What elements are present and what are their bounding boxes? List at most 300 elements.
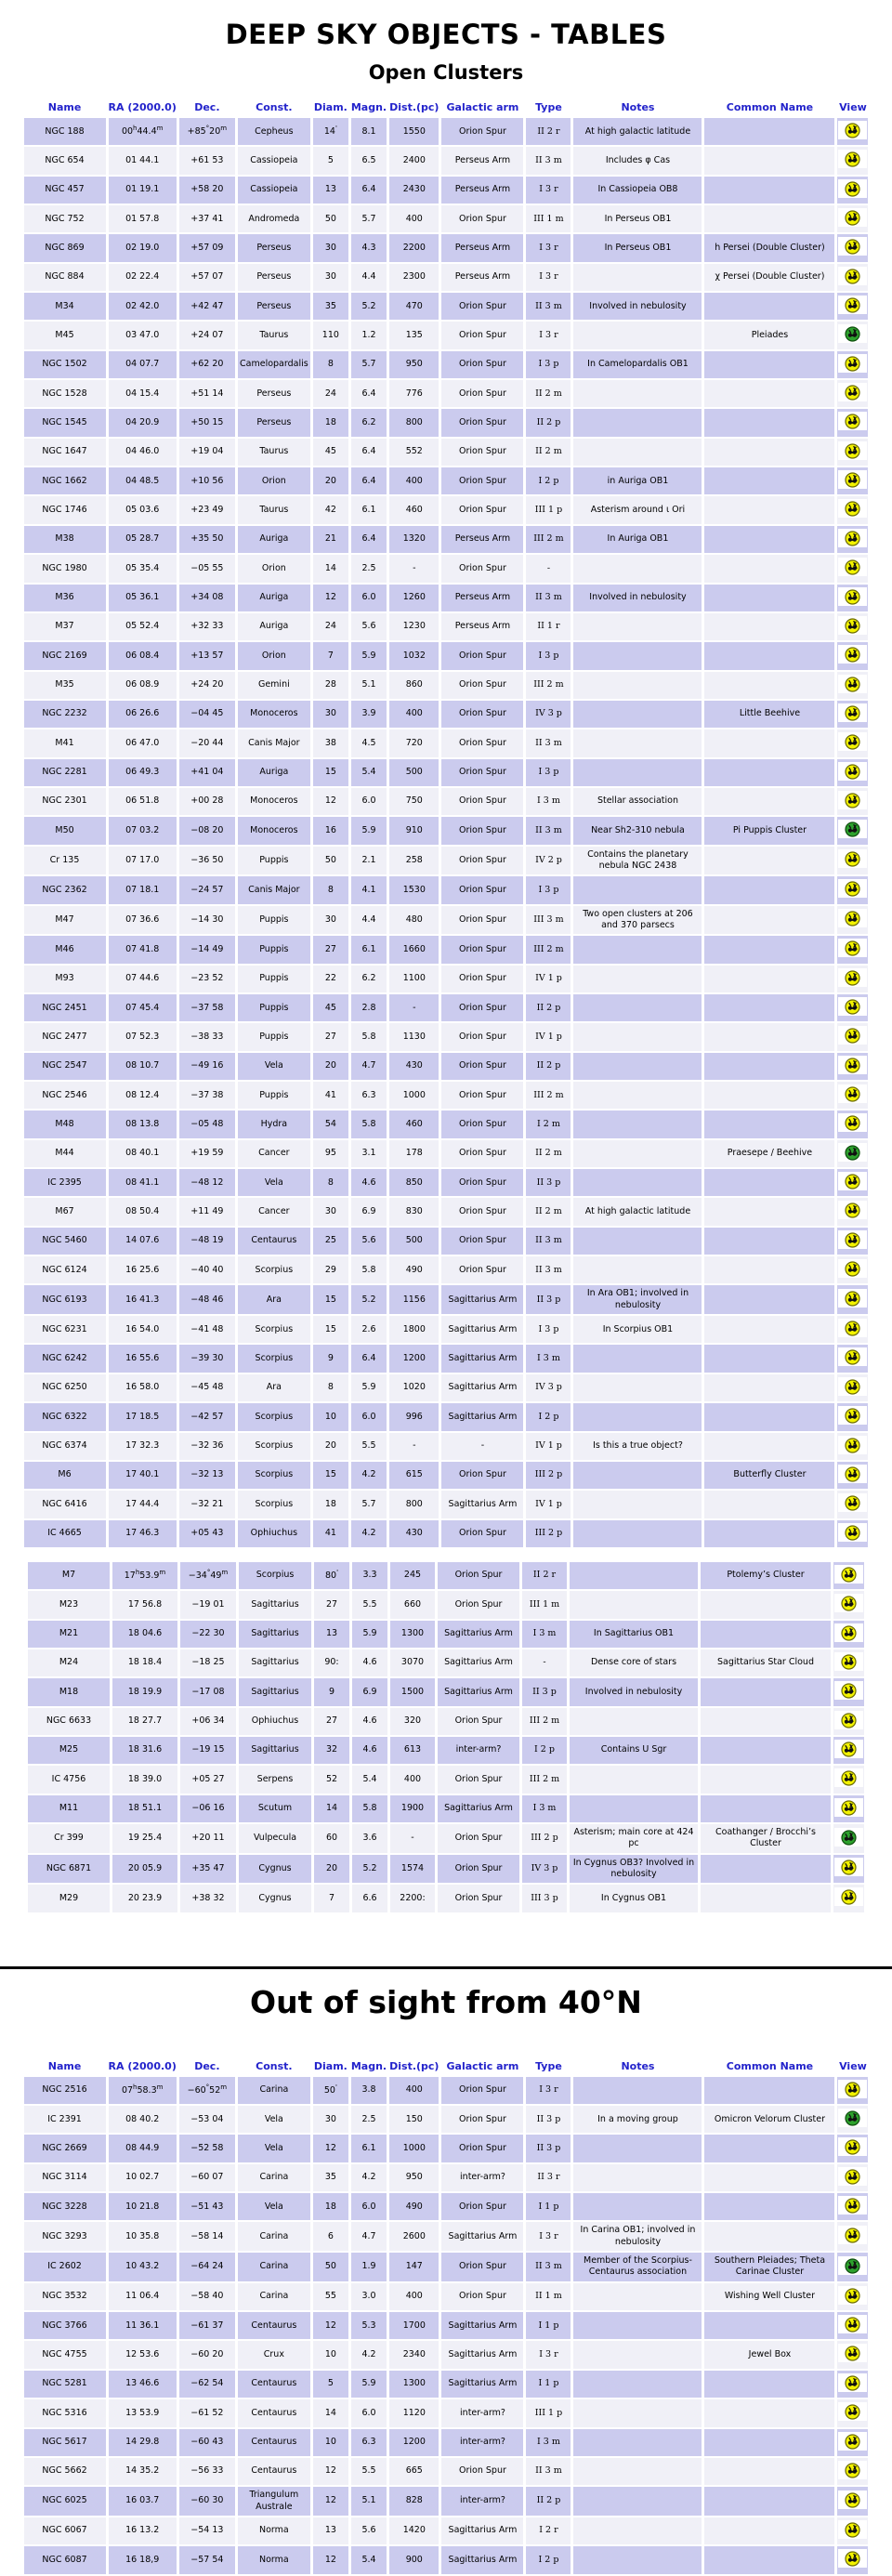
view-binoculars-yellow-icon[interactable] [838, 499, 867, 518]
view-binoculars-yellow-icon[interactable] [834, 1887, 863, 1906]
cell-diam: 20 [313, 467, 348, 494]
cell-mag: 6.9 [351, 1198, 387, 1225]
cell-mag: 5.4 [352, 1766, 387, 1793]
view-binoculars-yellow-icon[interactable] [838, 2080, 867, 2098]
table-row [24, 2399, 869, 2426]
cell-ra: 20 05.9 [112, 1855, 177, 1884]
cell-dec: −40 40 [179, 1256, 235, 1283]
view-binoculars-yellow-icon[interactable] [838, 1230, 867, 1249]
view-binoculars-yellow-icon[interactable] [838, 529, 867, 547]
cell-con: Puppis [238, 994, 310, 1021]
table-row [24, 2517, 869, 2544]
cell-con: Taurus [238, 496, 310, 523]
cell-diam: 38 [313, 729, 348, 756]
view-binoculars-yellow-icon[interactable] [838, 2402, 867, 2421]
cell-dist: 615 [389, 1462, 439, 1489]
cell-notes [573, 966, 702, 992]
view-binoculars-yellow-icon[interactable] [834, 1565, 863, 1584]
cell-con: Puppis [238, 936, 310, 963]
cell-view [837, 1111, 868, 1137]
cell-ra: 06 08.4 [109, 642, 177, 669]
view-binoculars-yellow-icon[interactable] [838, 2137, 867, 2156]
view-binoculars-yellow-icon[interactable] [838, 383, 867, 401]
view-binoculars-yellow-icon[interactable] [834, 1711, 863, 1729]
cell-view [837, 555, 868, 582]
cell-notes [573, 1374, 702, 1401]
cell-dist: 2200: [390, 1885, 435, 1912]
cell-arm: Sagittarius Arm [438, 1795, 519, 1822]
cell-notes [573, 439, 702, 466]
cell-view [837, 759, 868, 786]
cell-common [704, 351, 834, 378]
cell-name: NGC 1502 [24, 351, 106, 378]
cell-con: Auriga [238, 613, 310, 640]
cell-name: M11 [28, 1795, 110, 1822]
cell-con: Vela [238, 2106, 310, 2133]
view-binoculars-yellow-icon[interactable] [838, 1056, 867, 1074]
view-binoculars-yellow-icon[interactable] [834, 1768, 863, 1787]
view-binoculars-yellow-icon[interactable] [838, 732, 867, 751]
cell-ra: 06 49.3 [109, 759, 177, 786]
view-binoculars-yellow-icon[interactable] [838, 1377, 867, 1396]
table-row [24, 817, 869, 844]
cell-name: M25 [28, 1737, 110, 1764]
cell-ra: 07 44.6 [109, 966, 177, 992]
cell-notes [573, 1140, 702, 1167]
cell-dist: 135 [389, 322, 439, 348]
cell-ra: 17 40.1 [109, 1462, 177, 1489]
view-binoculars-yellow-icon[interactable] [838, 939, 867, 957]
cell-notes [573, 2546, 702, 2573]
cell-diam: 20 [314, 1855, 349, 1884]
cell-name: M50 [24, 817, 106, 844]
cell-common [701, 1591, 831, 1618]
cell-notes: In a moving group [573, 2106, 702, 2133]
cell-diam: 8 [313, 876, 348, 903]
cell-diam: 52 [314, 1766, 349, 1793]
view-binoculars-yellow-icon[interactable] [838, 412, 867, 430]
cell-dist: 2340 [389, 2341, 439, 2368]
column-header-dec: Dec. [194, 101, 220, 113]
cell-name: NGC 6193 [24, 1285, 106, 1314]
table-row [24, 439, 869, 466]
view-binoculars-yellow-icon[interactable] [838, 208, 867, 227]
cell-con: Scorpius [238, 1345, 310, 1372]
cell-view [837, 2517, 868, 2544]
cell-arm: Sagittarius Arm [441, 2517, 523, 2544]
cell-arm: Sagittarius Arm [441, 1374, 523, 1401]
table-row [24, 2458, 869, 2485]
table-row [28, 1562, 864, 1589]
view-binoculars-yellow-icon[interactable] [838, 2373, 867, 2392]
cell-diam: 35 [313, 293, 348, 320]
view-binoculars-yellow-icon[interactable] [834, 1740, 863, 1758]
cell-dist: - [390, 1824, 435, 1853]
cell-mag: 5.2 [351, 1285, 387, 1314]
view-binoculars-yellow-icon[interactable] [838, 2432, 867, 2451]
cell-diam: 15 [313, 759, 348, 786]
cell-dec: −32 21 [179, 1491, 235, 1518]
cell-notes [573, 701, 702, 728]
cell-con: Carina [238, 2077, 310, 2104]
view-binoculars-yellow-icon[interactable] [838, 1347, 867, 1366]
view-binoculars-yellow-icon[interactable] [838, 1289, 867, 1308]
view-binoculars-green-icon[interactable] [838, 324, 867, 343]
cell-dec: −52 58 [179, 2135, 235, 2162]
cell-mag: 5.9 [352, 1621, 387, 1648]
cell-dist: 1574 [390, 1855, 435, 1884]
cell-mag: 2.8 [351, 994, 387, 1021]
column-header-galactic-arm: Galactic arm [446, 101, 519, 113]
cell-type: III 2 m [526, 1082, 571, 1109]
table-row [24, 264, 869, 291]
view-binoculars-green-icon[interactable] [838, 2256, 867, 2275]
cell-type: II 3 r [526, 2164, 571, 2191]
cell-dec: −39 30 [179, 1345, 235, 1372]
view-binoculars-yellow-icon[interactable] [838, 150, 867, 168]
view-binoculars-yellow-icon[interactable] [838, 558, 867, 576]
view-binoculars-yellow-icon[interactable] [838, 1406, 867, 1425]
view-binoculars-green-icon[interactable] [838, 2109, 867, 2127]
cell-ra: 10 35.8 [109, 2222, 177, 2251]
cell-con: Hydra [238, 1111, 310, 1137]
table-row [24, 1345, 869, 1372]
cell-common [704, 409, 834, 436]
view-binoculars-yellow-icon[interactable] [838, 587, 867, 606]
cell-view [837, 205, 868, 232]
cell-common: Jewel Box [704, 2341, 834, 2368]
view-binoculars-yellow-icon[interactable] [838, 1523, 867, 1542]
cell-notes: In Camelopardalis OB1 [573, 351, 702, 378]
cell-notes: Includes φ Cas [573, 147, 702, 174]
view-binoculars-yellow-icon[interactable] [838, 2520, 867, 2539]
cell-type: III 2 p [526, 1520, 571, 1547]
cell-type: I 3 m [526, 1345, 571, 1372]
cell-name: NGC 6231 [24, 1316, 106, 1343]
cell-mag: 5.6 [351, 2517, 387, 2544]
table-row [24, 1256, 869, 1283]
view-binoculars-yellow-icon[interactable] [838, 296, 867, 314]
cell-arm: Sagittarius Arm [441, 1403, 523, 1430]
cell-diam: 15 [313, 1462, 348, 1489]
cell-common [704, 205, 834, 232]
cell-mag: 4.5 [351, 729, 387, 756]
cell-name: M29 [28, 1885, 110, 1912]
cell-name: NGC 3228 [24, 2193, 106, 2220]
table-row [24, 1228, 869, 1255]
table-row [24, 1491, 869, 1518]
view-binoculars-yellow-icon[interactable] [838, 2167, 867, 2186]
cell-common [704, 672, 834, 699]
cell-dist: 850 [389, 1169, 439, 1196]
cell-mag: 6.4 [351, 177, 387, 204]
cell-dec: −60 07 [179, 2164, 235, 2191]
view-binoculars-green-icon[interactable] [838, 820, 867, 838]
view-binoculars-yellow-icon[interactable] [838, 179, 867, 198]
column-header-galactic-arm: Galactic arm [446, 2059, 519, 2072]
view-binoculars-yellow-icon[interactable] [838, 1465, 867, 1483]
southern-clusters-table-section [0, 2056, 892, 2576]
cell-dist: 1120 [389, 2399, 439, 2426]
cell-type: IV 1 p [526, 1023, 571, 1050]
cell-view [837, 2283, 868, 2310]
cell-arm: Sagittarius Arm [441, 1316, 523, 1343]
cell-common [704, 2135, 834, 2162]
cell-diam: 14 [313, 555, 348, 582]
cell-name: IC 2395 [24, 1169, 106, 1196]
cell-dec: −42 57 [179, 1403, 235, 1430]
cell-name: NGC 6124 [24, 1256, 106, 1283]
cell-arm: Orion Spur [441, 1228, 523, 1255]
table-row [24, 1433, 869, 1460]
view-binoculars-yellow-icon[interactable] [838, 879, 867, 898]
cell-dec: −48 12 [179, 1169, 235, 1196]
view-binoculars-yellow-icon[interactable] [838, 703, 867, 722]
cell-ra: 05 03.6 [109, 496, 177, 523]
cell-dist: 1320 [389, 526, 439, 553]
cell-dec: −48 46 [179, 1285, 235, 1314]
view-binoculars-yellow-icon[interactable] [838, 2226, 867, 2244]
view-binoculars-yellow-icon[interactable] [834, 1681, 863, 1700]
cell-mag: 5.8 [351, 1111, 387, 1137]
view-binoculars-yellow-icon[interactable] [838, 121, 867, 139]
cell-notes [573, 322, 702, 348]
column-header-magn: Magn. [350, 2059, 387, 2072]
cell-notes: Stellar association [573, 788, 702, 815]
cell-con: Vulpecula [239, 1824, 311, 1853]
cell-ra: 16 18,9 [109, 2546, 177, 2573]
cell-ra: 16 55.6 [109, 1345, 177, 1372]
cell-common [704, 467, 834, 494]
view-binoculars-yellow-icon[interactable] [838, 441, 867, 460]
column-header-dist-pc: Dist.(pc) [389, 2059, 439, 2072]
cell-notes [573, 2487, 702, 2516]
view-binoculars-yellow-icon[interactable] [838, 997, 867, 1016]
cell-view [837, 2429, 868, 2456]
cell-dist: 258 [389, 847, 439, 875]
cell-common: Sagittarius Star Cloud [701, 1649, 831, 1676]
cell-notes: In Perseus OB1 [573, 234, 702, 261]
cell-diam: 13 [313, 2517, 348, 2544]
cell-con: Sagittarius [239, 1649, 311, 1676]
cell-name: NGC 5281 [24, 2371, 106, 2398]
cell-notes [573, 1345, 702, 1372]
cell-view [837, 994, 868, 1021]
cell-common [704, 118, 834, 145]
cell-ra: 07 41.8 [109, 936, 177, 963]
cell-common: Coathanger / Brocchi’s Cluster [701, 1824, 831, 1853]
column-header-const: Const. [256, 101, 293, 113]
cell-mag: 5.5 [352, 1591, 387, 1618]
view-binoculars-green-icon[interactable] [834, 1828, 863, 1847]
cell-mag: 6.3 [351, 2429, 387, 2456]
cell-common: Little Beehive [704, 701, 834, 728]
column-header-dec: Dec. [194, 2059, 220, 2072]
cell-name: M7 [28, 1562, 110, 1589]
cell-mag: 3.1 [351, 1140, 387, 1167]
cell-dist: 660 [390, 1591, 435, 1618]
cell-dec: +10 56 [179, 467, 235, 494]
cell-notes: Two open clusters at 206 and 370 parsecs [573, 906, 702, 935]
view-binoculars-yellow-icon[interactable] [834, 1623, 863, 1642]
cell-view [837, 1169, 868, 1196]
cell-view [833, 1795, 864, 1822]
cell-name: NGC 6416 [24, 1491, 106, 1518]
cell-dist: 1000 [389, 2135, 439, 2162]
cell-name: NGC 5617 [24, 2429, 106, 2456]
cell-common [704, 1111, 834, 1137]
view-binoculars-yellow-icon[interactable] [838, 1084, 867, 1103]
cell-common [704, 1491, 834, 1518]
cell-name: NGC 2546 [24, 1082, 106, 1109]
view-binoculars-yellow-icon[interactable] [838, 2461, 867, 2479]
cell-diam: 18 [313, 2193, 348, 2220]
view-binoculars-yellow-icon[interactable] [838, 354, 867, 373]
cell-dec: +35 47 [180, 1855, 236, 1884]
view-binoculars-yellow-icon[interactable] [838, 2315, 867, 2333]
view-binoculars-yellow-icon[interactable] [834, 1798, 863, 1817]
view-binoculars-yellow-icon[interactable] [838, 1172, 867, 1190]
cell-arm: Perseus Arm [441, 613, 523, 640]
view-binoculars-yellow-icon[interactable] [834, 1594, 863, 1612]
cell-dec: −60 43 [179, 2429, 235, 2456]
view-binoculars-yellow-icon[interactable] [838, 968, 867, 987]
cell-arm: Orion Spur [438, 1708, 519, 1735]
cell-dec: −61 52 [179, 2399, 235, 2426]
cell-ra: 11 06.4 [109, 2283, 177, 2310]
view-binoculars-yellow-icon[interactable] [838, 267, 867, 285]
cell-view [837, 2106, 868, 2133]
cell-diam: 95 [313, 1140, 348, 1167]
cell-dist: 460 [389, 1111, 439, 1137]
view-binoculars-green-icon[interactable] [838, 1143, 867, 1162]
cell-diam: 20 [313, 1053, 348, 1080]
cell-dec: −41 48 [179, 1316, 235, 1343]
cell-name: NGC 654 [24, 147, 106, 174]
cell-dec: +61 53 [179, 147, 235, 174]
cell-notes [573, 409, 702, 436]
cell-diam: 50 [313, 2253, 348, 2281]
view-binoculars-yellow-icon[interactable] [838, 1436, 867, 1454]
view-binoculars-yellow-icon[interactable] [838, 762, 867, 781]
view-binoculars-yellow-icon[interactable] [838, 1026, 867, 1045]
cell-type: IV 1 p [526, 966, 571, 992]
view-binoculars-yellow-icon[interactable] [834, 1652, 863, 1671]
cell-diam: 30 [313, 906, 348, 935]
cell-dist: 2400 [389, 147, 439, 174]
table-row [24, 2429, 869, 2456]
cell-arm: Orion Spur [441, 118, 523, 145]
cell-view [837, 1462, 868, 1489]
cell-type: II 3 p [526, 2106, 571, 2133]
view-binoculars-yellow-icon[interactable] [838, 1259, 867, 1278]
view-binoculars-yellow-icon[interactable] [834, 1858, 863, 1876]
cell-name: NGC 2547 [24, 1053, 106, 1080]
cell-diam: 90: [314, 1649, 349, 1676]
table-row [24, 759, 869, 786]
cell-common [704, 2077, 834, 2104]
view-binoculars-yellow-icon[interactable] [838, 2549, 867, 2568]
cell-name: NGC 6025 [24, 2487, 106, 2516]
cell-name: NGC 3766 [24, 2312, 106, 2339]
cell-con: Puppis [238, 966, 310, 992]
table-row [24, 467, 869, 494]
cell-arm: Orion Spur [441, 2193, 523, 2220]
cell-notes [570, 1591, 698, 1618]
cell-diam: 12 [313, 2458, 348, 2485]
cell-notes [573, 2371, 702, 2398]
table-row [24, 1082, 869, 1109]
view-binoculars-yellow-icon[interactable] [838, 2491, 867, 2509]
cell-mag: 4.6 [352, 1649, 387, 1676]
view-binoculars-yellow-icon[interactable] [838, 470, 867, 489]
cell-dist: 1300 [389, 2371, 439, 2398]
cell-common [704, 2458, 834, 2485]
table-row [24, 555, 869, 582]
view-binoculars-yellow-icon[interactable] [838, 2344, 867, 2362]
cell-diam: 25 [313, 1228, 348, 1255]
cell-con: Scorpius [238, 1462, 310, 1489]
cell-view [833, 1824, 864, 1853]
view-binoculars-yellow-icon[interactable] [838, 675, 867, 693]
cell-ra: 18 51.1 [112, 1795, 177, 1822]
cell-arm: Orion Spur [441, 936, 523, 963]
cell-arm: - [441, 1433, 523, 1460]
view-binoculars-yellow-icon[interactable] [838, 2196, 867, 2215]
cell-notes: In Cygnus OB3? Involved in nebulosity [570, 1855, 698, 1884]
cell-mag: 3.3 [352, 1562, 387, 1589]
cell-name: NGC 2516 [24, 2077, 106, 2104]
table-row [24, 2193, 869, 2220]
cell-ra: 05 52.4 [109, 613, 177, 640]
cell-dist: 400 [389, 2077, 439, 2104]
cell-dist: 1156 [389, 1285, 439, 1314]
view-binoculars-yellow-icon[interactable] [838, 1113, 867, 1132]
view-binoculars-yellow-icon[interactable] [838, 2286, 867, 2305]
view-binoculars-yellow-icon[interactable] [838, 1493, 867, 1512]
view-binoculars-yellow-icon[interactable] [838, 616, 867, 635]
view-binoculars-yellow-icon[interactable] [838, 645, 867, 664]
cell-common [704, 613, 834, 640]
table-row [28, 1795, 864, 1822]
cell-name: M41 [24, 729, 106, 756]
cell-con: Sagittarius [239, 1591, 311, 1618]
view-binoculars-yellow-icon[interactable] [838, 791, 867, 809]
cell-type: - [526, 555, 571, 582]
view-binoculars-yellow-icon[interactable] [838, 909, 867, 927]
view-binoculars-yellow-icon[interactable] [838, 849, 867, 868]
view-binoculars-yellow-icon[interactable] [838, 1319, 867, 1337]
cell-arm: Orion Spur [441, 322, 523, 348]
cell-dec: +41 04 [179, 759, 235, 786]
cell-common [704, 1433, 834, 1460]
cell-dist: 1230 [389, 613, 439, 640]
cell-type: II 2 p [526, 409, 571, 436]
cell-name: NGC 457 [24, 177, 106, 204]
cell-diam: 13 [313, 177, 348, 204]
cell-name: NGC 1545 [24, 409, 106, 436]
cell-arm: Orion Spur [441, 1140, 523, 1167]
view-binoculars-yellow-icon[interactable] [838, 1201, 867, 1219]
cell-type: II 3 p [526, 1169, 571, 1196]
cell-name: NGC 3532 [24, 2283, 106, 2310]
cell-notes: In Auriga OB1 [573, 526, 702, 553]
cell-arm: Orion Spur [441, 467, 523, 494]
cell-mag: 5.4 [351, 759, 387, 786]
cell-notes [573, 1491, 702, 1518]
column-header-view: View [839, 101, 867, 113]
view-binoculars-yellow-icon[interactable] [838, 237, 867, 256]
